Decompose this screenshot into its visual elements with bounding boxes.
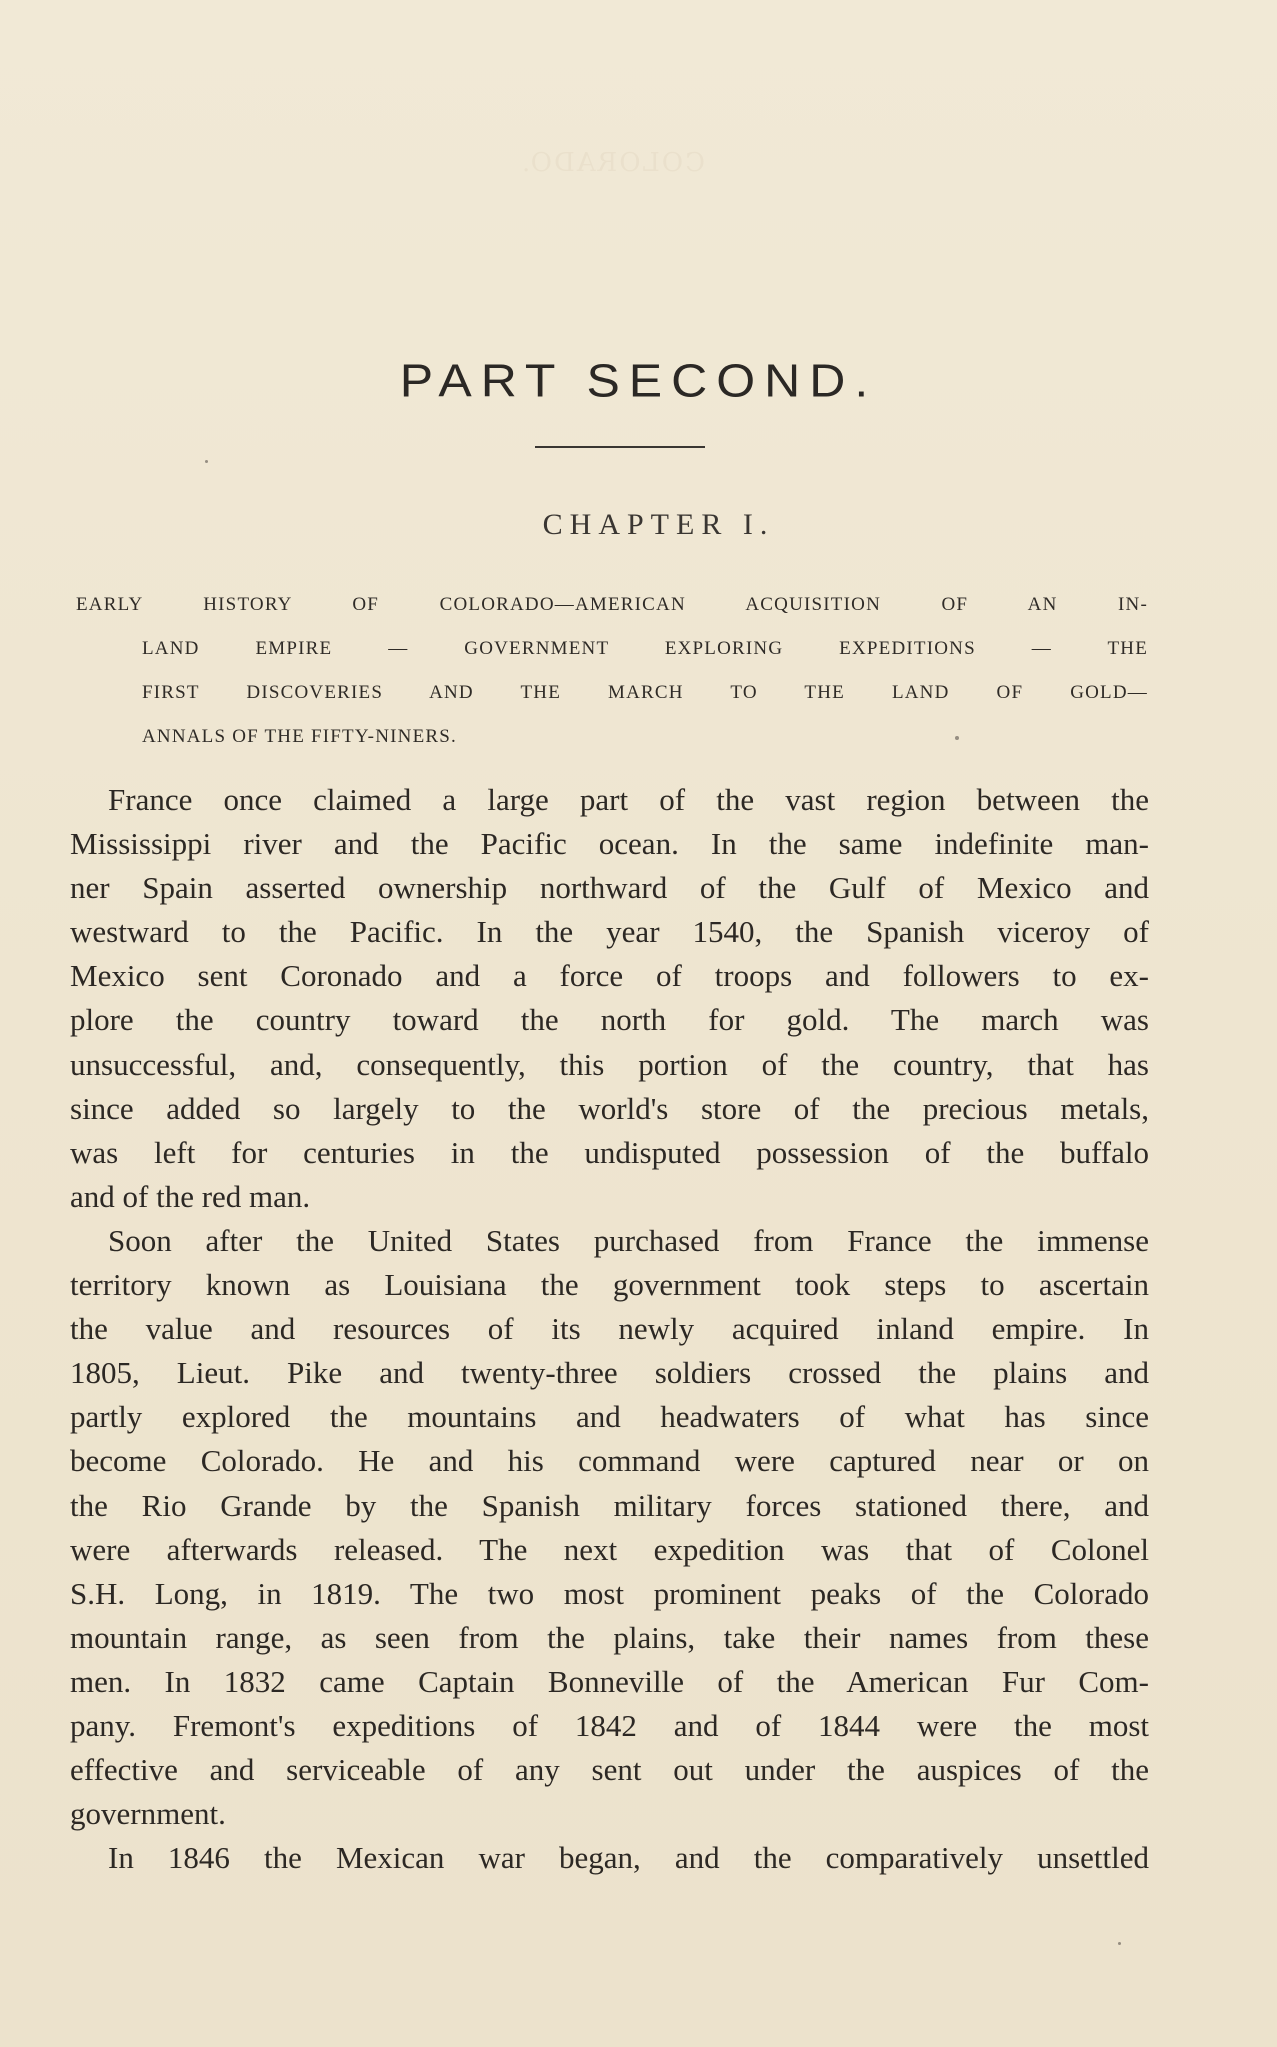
- text-line: Soon after the United States purchased from France the immense: [108, 1222, 1149, 1258]
- chapter-heading: CHAPTER I.: [542, 508, 775, 541]
- text-line: effective and serviceable of any sent out under the auspices of the: [70, 1752, 1149, 1788]
- text-line: men. In 1832 came Captain Bonneville of the American Fur Com-: [70, 1663, 1149, 1699]
- text-line: partly explored the mountains and headwaters of what has since: [70, 1399, 1149, 1435]
- summary-line: FIRST DISCOVERIES AND THE MARCH TO THE LAND OF GOLD—: [142, 682, 1148, 703]
- text-line: the value and resources of its newly acquired inland empire. In: [70, 1311, 1149, 1347]
- show-through-text: COLORADO.: [520, 148, 706, 178]
- paragraph-1: [70, 778, 1149, 1219]
- text-line: westward to the Pacific. In the year 1540, the Spanish viceroy of: [70, 914, 1149, 950]
- text-line: were afterwards released. The next expedition was that of Colonel: [70, 1531, 1149, 1567]
- paper-speck: [205, 460, 208, 463]
- paragraph-2: [70, 1219, 1149, 1836]
- text-line: territory known as Louisiana the government took steps to ascertain: [70, 1267, 1149, 1303]
- text-line: mountain range, as seen from the plains, take their names from these: [70, 1619, 1149, 1655]
- text-line: S.H. Long, in 1819. The two most prominent peaks of the Colorado: [70, 1575, 1149, 1611]
- summary-line: LAND EMPIRE — GOVERNMENT EXPLORING EXPEDITIONS — THE: [142, 638, 1148, 659]
- body-text: [70, 778, 1149, 1880]
- text-line: the Rio Grande by the Spanish military forces stationed there, and: [70, 1487, 1149, 1523]
- text-line: become Colorado. He and his command were captured near or on: [70, 1443, 1149, 1479]
- text-line: and of the red man.: [70, 1178, 311, 1214]
- text-line: pany. Fremont's expeditions of 1842 and of 1844 were the most: [70, 1707, 1149, 1743]
- part-title: PART SECOND.: [399, 355, 878, 407]
- paper-speck: [955, 736, 959, 740]
- text-line: plore the country toward the north for gold. The march was: [70, 1002, 1149, 1038]
- text-line: In 1846 the Mexican war began, and the comparatively unsettled: [108, 1840, 1149, 1876]
- text-line: was left for centuries in the undisputed possession of the buffalo: [70, 1134, 1149, 1170]
- title-rule: [535, 446, 705, 448]
- chapter-summary: [76, 583, 1148, 759]
- text-line: Mississippi river and the Pacific ocean. In the same indefinite man-: [70, 826, 1149, 862]
- summary-line: ANNALS OF THE FIFTY-NINERS.: [142, 726, 457, 747]
- text-line: 1805, Lieut. Pike and twenty-three soldiers crossed the plains and: [70, 1355, 1149, 1391]
- text-line: France once claimed a large part of the vast region between the: [108, 782, 1149, 817]
- text-line: since added so largely to the world's store of the precious metals,: [70, 1090, 1149, 1126]
- text-line: Mexico sent Coronado and a force of troops and followers to ex-: [70, 958, 1149, 994]
- text-line: government.: [70, 1796, 226, 1832]
- text-line: ner Spain asserted ownership northward of the Gulf of Mexico and: [70, 870, 1149, 906]
- paper-speck: [1118, 1942, 1121, 1945]
- paragraph-3: [70, 1836, 1149, 1880]
- summary-line: EARLY HISTORY OF COLORADO—AMERICAN ACQUISITION OF AN IN-: [76, 594, 1148, 615]
- text-line: unsuccessful, and, consequently, this portion of the country, that has: [70, 1046, 1149, 1082]
